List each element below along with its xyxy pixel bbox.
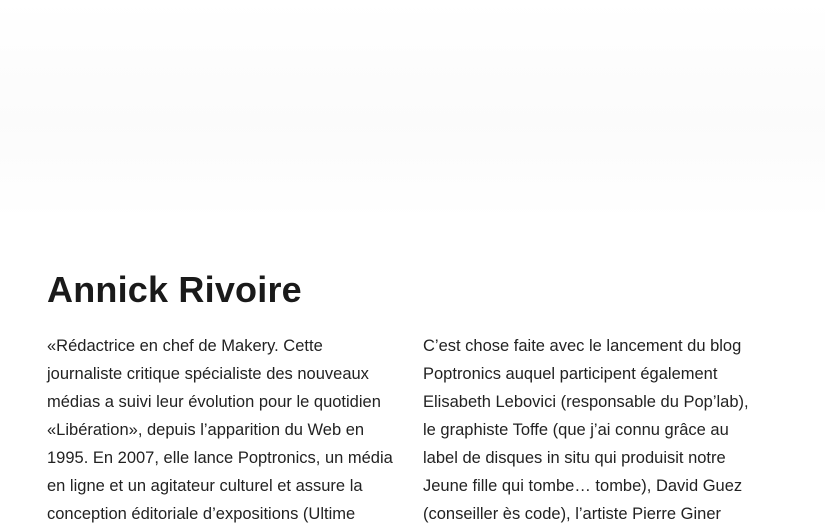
bio-text-line: conception éditoriale d’expositions (Ultime: [47, 505, 356, 523]
bio-text-line: label de disques in situ qui produisit notre: [423, 449, 726, 467]
bio-text-line: Elisabeth Lebovici (responsable du Pop’lab),: [423, 393, 749, 411]
bio-text-line: «Rédactrice en chef de Makery. Cette: [47, 337, 323, 355]
bio-right-column: [423, 332, 775, 528]
bio-text-line: C’est chose faite avec le lancement du blog: [423, 337, 742, 355]
bio-text-line: le graphiste Toffe (que j’ai connu grâce au: [423, 421, 729, 439]
header-band: [0, 0, 825, 220]
author-name: Annick Rivoire: [47, 269, 302, 310]
author-section: [47, 268, 787, 523]
bio-text-line: (conseiller ès code), l’artiste Pierre Giner: [423, 505, 722, 523]
bio-text-line: en ligne et un agitateur culturel et assure la: [47, 477, 363, 495]
bio-text-line: journaliste critique spécialiste des nouveaux: [47, 365, 369, 383]
bio-left-column: [47, 332, 399, 528]
bio-text-line: 1995. En 2007, elle lance Poptronics, un média: [47, 449, 393, 467]
bio-columns: [47, 332, 787, 528]
bio-text-line: Poptronics auquel participent également: [423, 365, 718, 383]
bio-text-line: médias a suivi leur évolution pour le quotidien: [47, 393, 381, 411]
bio-text-line: Jeune fille qui tombe… tombe), David Guez: [423, 477, 743, 495]
bio-text-line: «Libération», depuis l’apparition du Web en: [47, 421, 365, 439]
